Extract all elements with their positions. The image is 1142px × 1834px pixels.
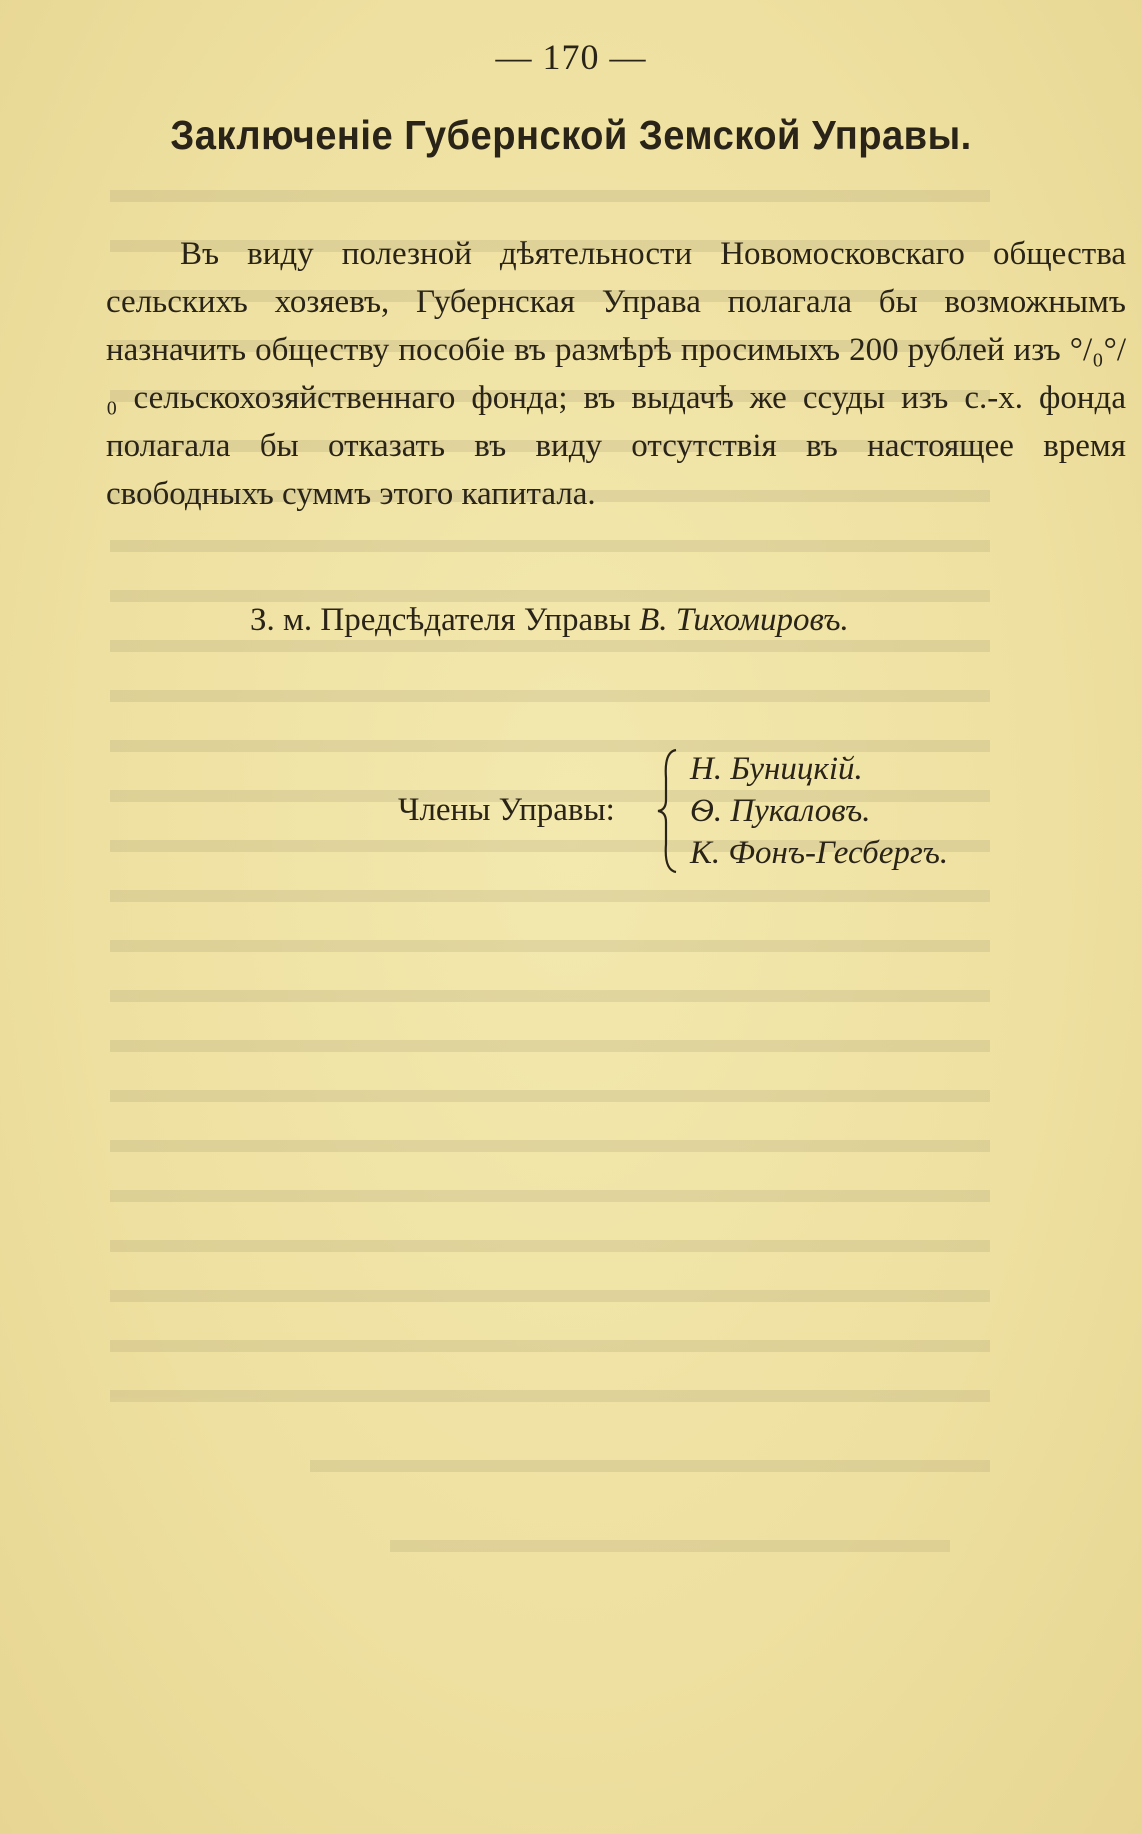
signature-name: В. Тихомировъ. [639, 602, 849, 638]
signature-title: З. м. Предсѣдателя Управы [250, 602, 640, 638]
members-label: Члены Управы: [398, 792, 615, 828]
member-name: Н. Буницкiй. [690, 751, 863, 787]
member-name: Ѳ. Пукаловъ. [690, 793, 871, 829]
member-name: К. Фонъ-Гесбергъ. [690, 835, 949, 871]
chairman-signature [250, 602, 1050, 639]
members-list [690, 748, 1090, 874]
curly-brace [656, 748, 680, 874]
page-number: — 170 — [495, 37, 647, 77]
body-paragraph: Въ виду полезной дѣятельности Новомосковскаго общества сельскихъ хозяевъ, Губернская Управа полагала бы возможнымъ назначить обществу пособiе въ размѣрѣ просимыхъ 200 рублей изъ °/₀°/₀ сельскохозяйственнаго фонда; въ выдачѣ же ссуды изъ с.-х. фонда полагала бы отказать въ виду отсутствiя въ настоящее время свободныхъ суммъ этого капитала. [106, 236, 1126, 512]
section-heading: Заключенiе Губернской Земской Управы. [170, 112, 972, 158]
